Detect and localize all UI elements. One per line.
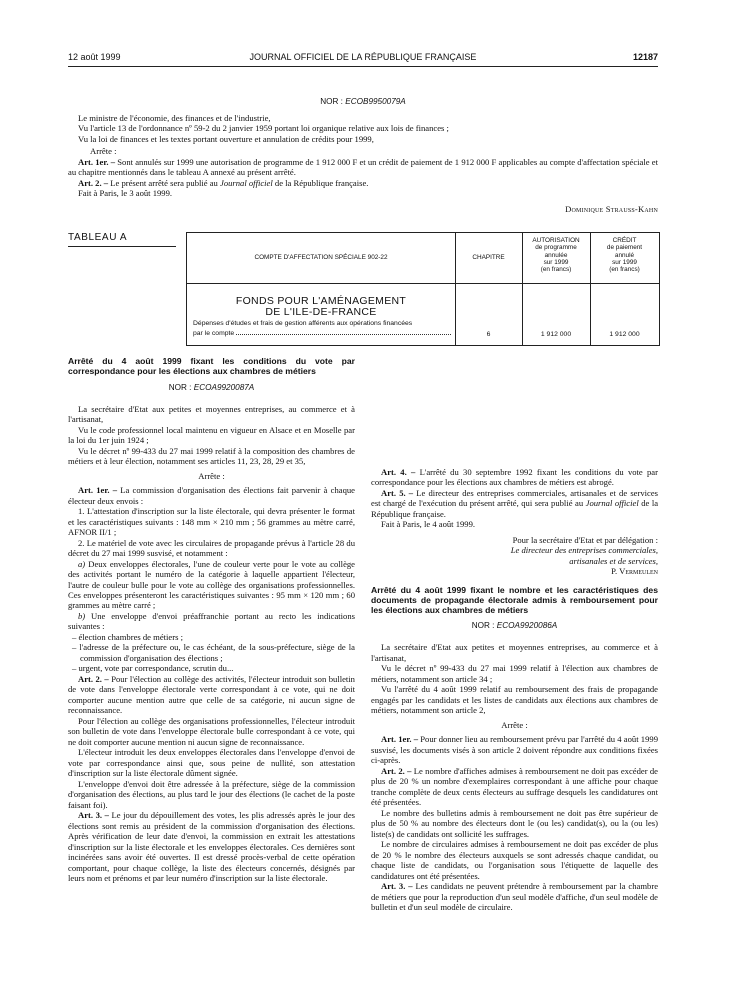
preamble-vu-ordonnance: Vu l'article 13 de l'ordonnance nº 59-2 du 2 janvier 1959 portant loi organique relative aux lois de finances ;: [78, 123, 449, 134]
preamble-secretary: La secrétaire d'Etat aux petites et moyennes entreprises, au commerce et à l'artisanat,: [68, 403, 355, 425]
header-row-divider: [187, 283, 659, 284]
article-5: Art. 5. – Le directeur des entreprises commerciales, artisanales et de services est chargé de l'exécution du présent arrêté, qui sera publié au Journal officiel de la République française.: [371, 487, 659, 519]
page-header: [68, 52, 658, 66]
fund-name: FONDS POUR L'AMÉNAGEMENT DE L'ILE-DE-FRANCE: [235, 295, 407, 319]
fund-description: Dépenses d'études et frais de gestion afférents aux opérations financées par le compte: [193, 320, 451, 339]
list-item: – élection chambres de métiers ;: [80, 632, 355, 642]
cell-chapitre: 6: [486, 331, 491, 338]
preamble-secretary: La secrétaire d'Etat aux petites et moyennes entreprises, au commerce et à l'artisanat,: [371, 642, 658, 663]
article-1-item-b: b) Une enveloppe d'envoi préaffranchie portant au recto les indications suivantes :: [68, 610, 355, 632]
tableau-a: [186, 232, 660, 346]
nor-code: ECOA9920086A: [496, 621, 558, 631]
article-label: Art. 2. –: [78, 673, 109, 684]
nor-code: ECOB9950079A: [345, 97, 406, 106]
nor-reference: NOR : ECOB9950079A: [320, 97, 406, 106]
header-page-number: 12187: [632, 52, 658, 62]
right-column: [371, 357, 658, 913]
leader-dots: [236, 328, 451, 335]
arrete-heading: Arrête :: [90, 146, 117, 157]
preamble-vu-decret: Vu le décret nº 99-433 du 27 mai 1999 relatif à l'élection aux chambres de métiers, notamment son article 34 ;: [371, 663, 658, 684]
column-divider: [455, 233, 456, 345]
nor-reference: NOR : ECOA9920087A: [168, 382, 255, 392]
article-2-para-3: Le nombre de circulaires admises à remboursement ne doit pas excéder de plus de 20 % le nombre des électeurs auxquels se sont adressés chaque candidat, ou chaque liste de candidats, ou l'organisation sous l'étiquette de laquelle des candidatures ont été présentées.: [371, 839, 658, 881]
article-label: Art. 1er. –: [78, 156, 116, 167]
tableau-label: TABLEAU A: [68, 232, 128, 243]
article-1: Art. 1er. – Pour donner lieu au remboursement prévu par l'arrêté du 4 août 1999 susvisé, les documents visés à son article 2 doivent répondre aux conditions fixées ci-après.: [371, 734, 658, 766]
article-1-item-2: 2. Le matériel de vote avec les circulaires de propagande prévus à l'article 28 du décret du 27 mai 1999 susvisé, et notamment :: [68, 537, 355, 559]
preamble-minister: Le ministre de l'économie, des finances et de l'industrie,: [78, 113, 271, 123]
signature-block: Pour la secrétaire d'Etat et par délégation : Le directeur des entreprises commerciales, artisanales et de services, P. Vermeulen: [371, 535, 658, 577]
article-1-item-1: 1. L'attestation d'inscription sur la liste électorale, qui devra présenter le format et les caractéristiques suivants : 148 mm × 210 mm ; 56 grammes au mètre carré, AFNOR II/1 ;: [68, 506, 355, 538]
article-2-para-2: Le nombre des bulletins admis à remboursement ne doit pas être supérieur de plus de 50 % au nombre des électeurs dont le (ou les) candidat(s), ou la (ou les) liste(s) de candidats ont sollicité les suffrages.: [371, 807, 658, 839]
tableau-label-underline: [68, 246, 176, 247]
fait-a-paris: Fait à Paris, le 3 août 1999.: [78, 188, 173, 199]
decree-title: Arrêté du 4 août 1999 fixant les conditions du vote par correspondance pour les élections aux chambres de métiers: [68, 356, 355, 376]
article-label: Art. 3. –: [381, 881, 413, 892]
signature: Dominique Strauss-Kahn: [565, 203, 658, 214]
article-2: Art. 2. – Pour l'élection au collège des activités, l'électeur introduit son bulletin de vote dans l'enveloppe électorale verte correspondant à ce vote, qui ne doit comporter aucune mention autre que celle de sa catégorie, ni aucun signe de reconnaissance.: [68, 673, 355, 716]
nor-code: ECOA9920087A: [193, 382, 255, 392]
fait-a-paris: Fait à Paris, le 4 août 1999.: [381, 519, 476, 530]
header-date: 12 août 1999: [68, 52, 121, 62]
article-2: Art. 2. – Le présent arrêté sera publié au Journal officiel de la République française.: [78, 177, 369, 188]
article-label: Art. 5. –: [381, 487, 414, 498]
preamble-vu-arrete: Vu l'arrêté du 4 août 1999 relatif au remboursement des frais de propagande engagés par les candidats et les listes de candidats aux élections aux chambres de métiers, notamment son article 2,: [371, 684, 658, 716]
article-label: Art. 1er. –: [78, 485, 118, 496]
preamble-vu-decret: Vu le décret nº 99-433 du 27 mai 1999 relatif à la composition des chambres de métiers et à leur élection, notamment ses articles 11, 23, 28, 29 et 35,: [68, 445, 355, 467]
article-label: Art. 3. –: [78, 810, 109, 821]
article-4: Art. 4. – L'arrêté du 30 septembre 1992 fixant les conditions du vote par correspondance pour les élections aux chambres de métiers est abrogé.: [371, 467, 658, 488]
arrete-heading: Arrête :: [501, 719, 528, 730]
article-1: Art. 1er. – Sont annulés sur 1999 une autorisation de programme de 1 912 000 F et un crédit de paiement de 1 912 000 F applicables au compte d'affectation spéciale et au chapitre mentionnés dans le tableau A annexé au présent arrêté.: [68, 156, 658, 178]
article-label: Art. 2. –: [78, 177, 109, 188]
cell-credit: 1 912 000: [609, 331, 640, 338]
article-2-para-3: L'électeur introduit les deux enveloppes électorales dans l'enveloppe d'envoi de vote par correspondance ainsi que, sous peine de nullité, son attestation d'inscription sur la liste électorale dûment signée.: [68, 747, 355, 779]
envelope-mentions-list: [68, 632, 355, 674]
arrete-heading: Arrête :: [198, 470, 225, 481]
column-header-credit: CRÉDIT de paiement annulé sur 1999 (en francs): [606, 237, 643, 274]
article-label: Art. 1er. –: [381, 734, 419, 745]
article-label: Art. 4. –: [381, 467, 416, 477]
decree-title: Arrêté du 4 août 1999 fixant le nombre et les caractéristiques des documents de propagande électorale admis à remboursement pour les élections aux chambres de métiers: [371, 584, 658, 615]
column-header-chapitre: CHAPITRE: [472, 254, 505, 261]
article-3: Art. 3. – Les candidats ne peuvent prétendre à remboursement par la chambre de métiers que pour la reproduction d'un seul modèle d'affiche, d'un seul modèle de bulletin et d'un seul modèle de circulaire.: [371, 881, 659, 913]
article-2-para-4: L'enveloppe d'envoi doit être adressée à la préfecture, siège de la commission d'organisation des élections, au plus tard le jour des élections (le cachet de la poste faisant foi).: [68, 778, 355, 810]
article-1-item-a: a) Deux enveloppes électorales, l'une de couleur verte pour le vote au collège des activités portant le numéro de la catégorie à laquelle appartient l'électeur, l'autre de couleur bulle pour le vote au collège des organisations professionnelles. Ces enveloppes présenteront les caractéristiques suivantes : 95 mm × 120 mm ; 60 grammes au mètre carré ;: [68, 558, 355, 611]
header-divider: [68, 66, 658, 67]
article-2: Art. 2. – Le nombre d'affiches admises à remboursement ne doit pas excéder de plus de 20 % un nombre d'exemplaires correspondant à une affiche pour chaque tranche complète de deux cents électeurs au suffrage desquels les candidatures ont été présentées.: [371, 765, 658, 808]
article-label: Art. 2. –: [381, 765, 412, 776]
signatory-name: P. Vermeulen: [611, 566, 658, 577]
article-1: Art. 1er. – La commission d'organisation des élections fait parvenir à chaque électeur deux envois :: [68, 485, 355, 506]
preamble-vu-loi: Vu la loi de finances et les textes portant ouverture et annulation de crédits pour 1999,: [78, 133, 374, 144]
article-2-para-2: Pour l'élection au collège des organisations professionnelles, l'électeur introduit son bulletin de vote dans l'enveloppe électorale bulle correspondant à ce vote, qui ne doit comporter aucune mention ni aucun signe de reconnaissance.: [68, 715, 355, 747]
decree-vote-correspondance: [68, 357, 355, 884]
preamble-vu-code: Vu le code professionnel local maintenu en vigueur en Alsace et en Moselle par la loi du 1er juin 1924 ;: [68, 424, 355, 446]
decree-annulation: [68, 97, 658, 214]
column-header-autorisation: AUTORISATION de programme annulée sur 1999 (en francs): [532, 237, 580, 274]
header-journal-title: JOURNAL OFFICIEL DE LA RÉPUBLIQUE FRANÇAISE: [249, 52, 477, 62]
article-3: Art. 3. – Le jour du dépouillement des votes, les plis adressés après le jour des élections sont remis au président de la commission d'organisation des élections. Après vérification de leur date d'envoi, la commission en extrait les attestations d'inscription sur la liste électorale et les enveloppes électorales. Ces dernières sont incinérées sans avoir été ouvertes. Il est dressé procès-verbal de cette opération comportant, pour chaque collège, la liste des électeurs concernés, désignés par leurs nom et prénoms et par leur numéro d'inscription sur la liste électorale.: [68, 810, 355, 884]
nor-reference: NOR : ECOA9920086A: [471, 621, 558, 631]
list-item: – l'adresse de la préfecture ou, le cas échéant, de la sous-préfecture, siège de la commission d'organisation des élections ;: [80, 642, 355, 663]
column-header-compte: COMPTE D'AFFECTATION SPÉCIALE 902-22: [254, 254, 388, 261]
list-item: – urgent, vote par correspondance, scrutin du...: [80, 663, 355, 673]
cell-autorisation: 1 912 000: [540, 331, 572, 338]
